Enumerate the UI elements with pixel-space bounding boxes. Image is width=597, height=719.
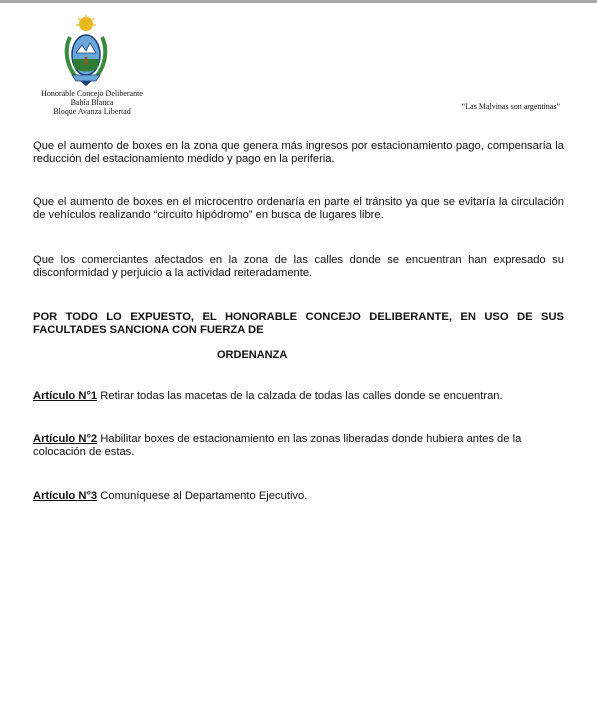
org-line-2: Bahía Blanca [70, 98, 114, 107]
motto-text: “Las Malvinas son argentinas” [461, 102, 560, 111]
article-number: Artículo N°2 [33, 433, 98, 445]
article-text: Habilitar boxes de estacionamiento en las zonas liberadas donde hubiera antes de la colocación de estas. [33, 433, 522, 458]
ordinance-label: ORDENANZA [217, 349, 288, 361]
organization-block [32, 89, 152, 116]
paragraph-1: Que el aumento de boxes en la zona que genera más ingresos por estacionamiento pago, compensaría la reducción del estacionamiento medido y pago en la periferia. [33, 140, 564, 165]
coat-of-arms-seal [60, 15, 112, 87]
article-2 [33, 433, 564, 459]
paragraph-2: Que el aumento de boxes en el microcentro ordenaría en parte el tránsito ya que se evitaría la circulación de vehículos realizando “circuito hipódromo” en busca de lugares libre. [33, 196, 564, 221]
article-number: Artículo N°3 [33, 490, 98, 502]
article-text: Comuníquese al Departamento Ejecutivo. [97, 490, 308, 502]
org-line-1: Honorable Concejo Deliberante [41, 89, 143, 98]
org-line-3: Bloque Avanza Libertad [53, 107, 131, 116]
article-1 [33, 390, 564, 403]
letterhead [0, 3, 597, 128]
article-3 [33, 490, 564, 503]
article-number: Artículo N°1 [33, 390, 98, 402]
article-text: Retirar todas las macetas de la calzada de todas las calles donde se encuentran. [97, 390, 503, 402]
resolution-heading: POR TODO LO EXPUESTO, EL HONORABLE CONCEJO DELIBERANTE, EN USO DE SUS FACULTADES SANCIONA CON FUERZA DE [33, 311, 564, 336]
paragraph-3: Que los comerciantes afectados en la zona de las calles donde se encuentran han expresado su disconformidad y perjuicio a la actividad reiteradamente. [33, 254, 564, 279]
